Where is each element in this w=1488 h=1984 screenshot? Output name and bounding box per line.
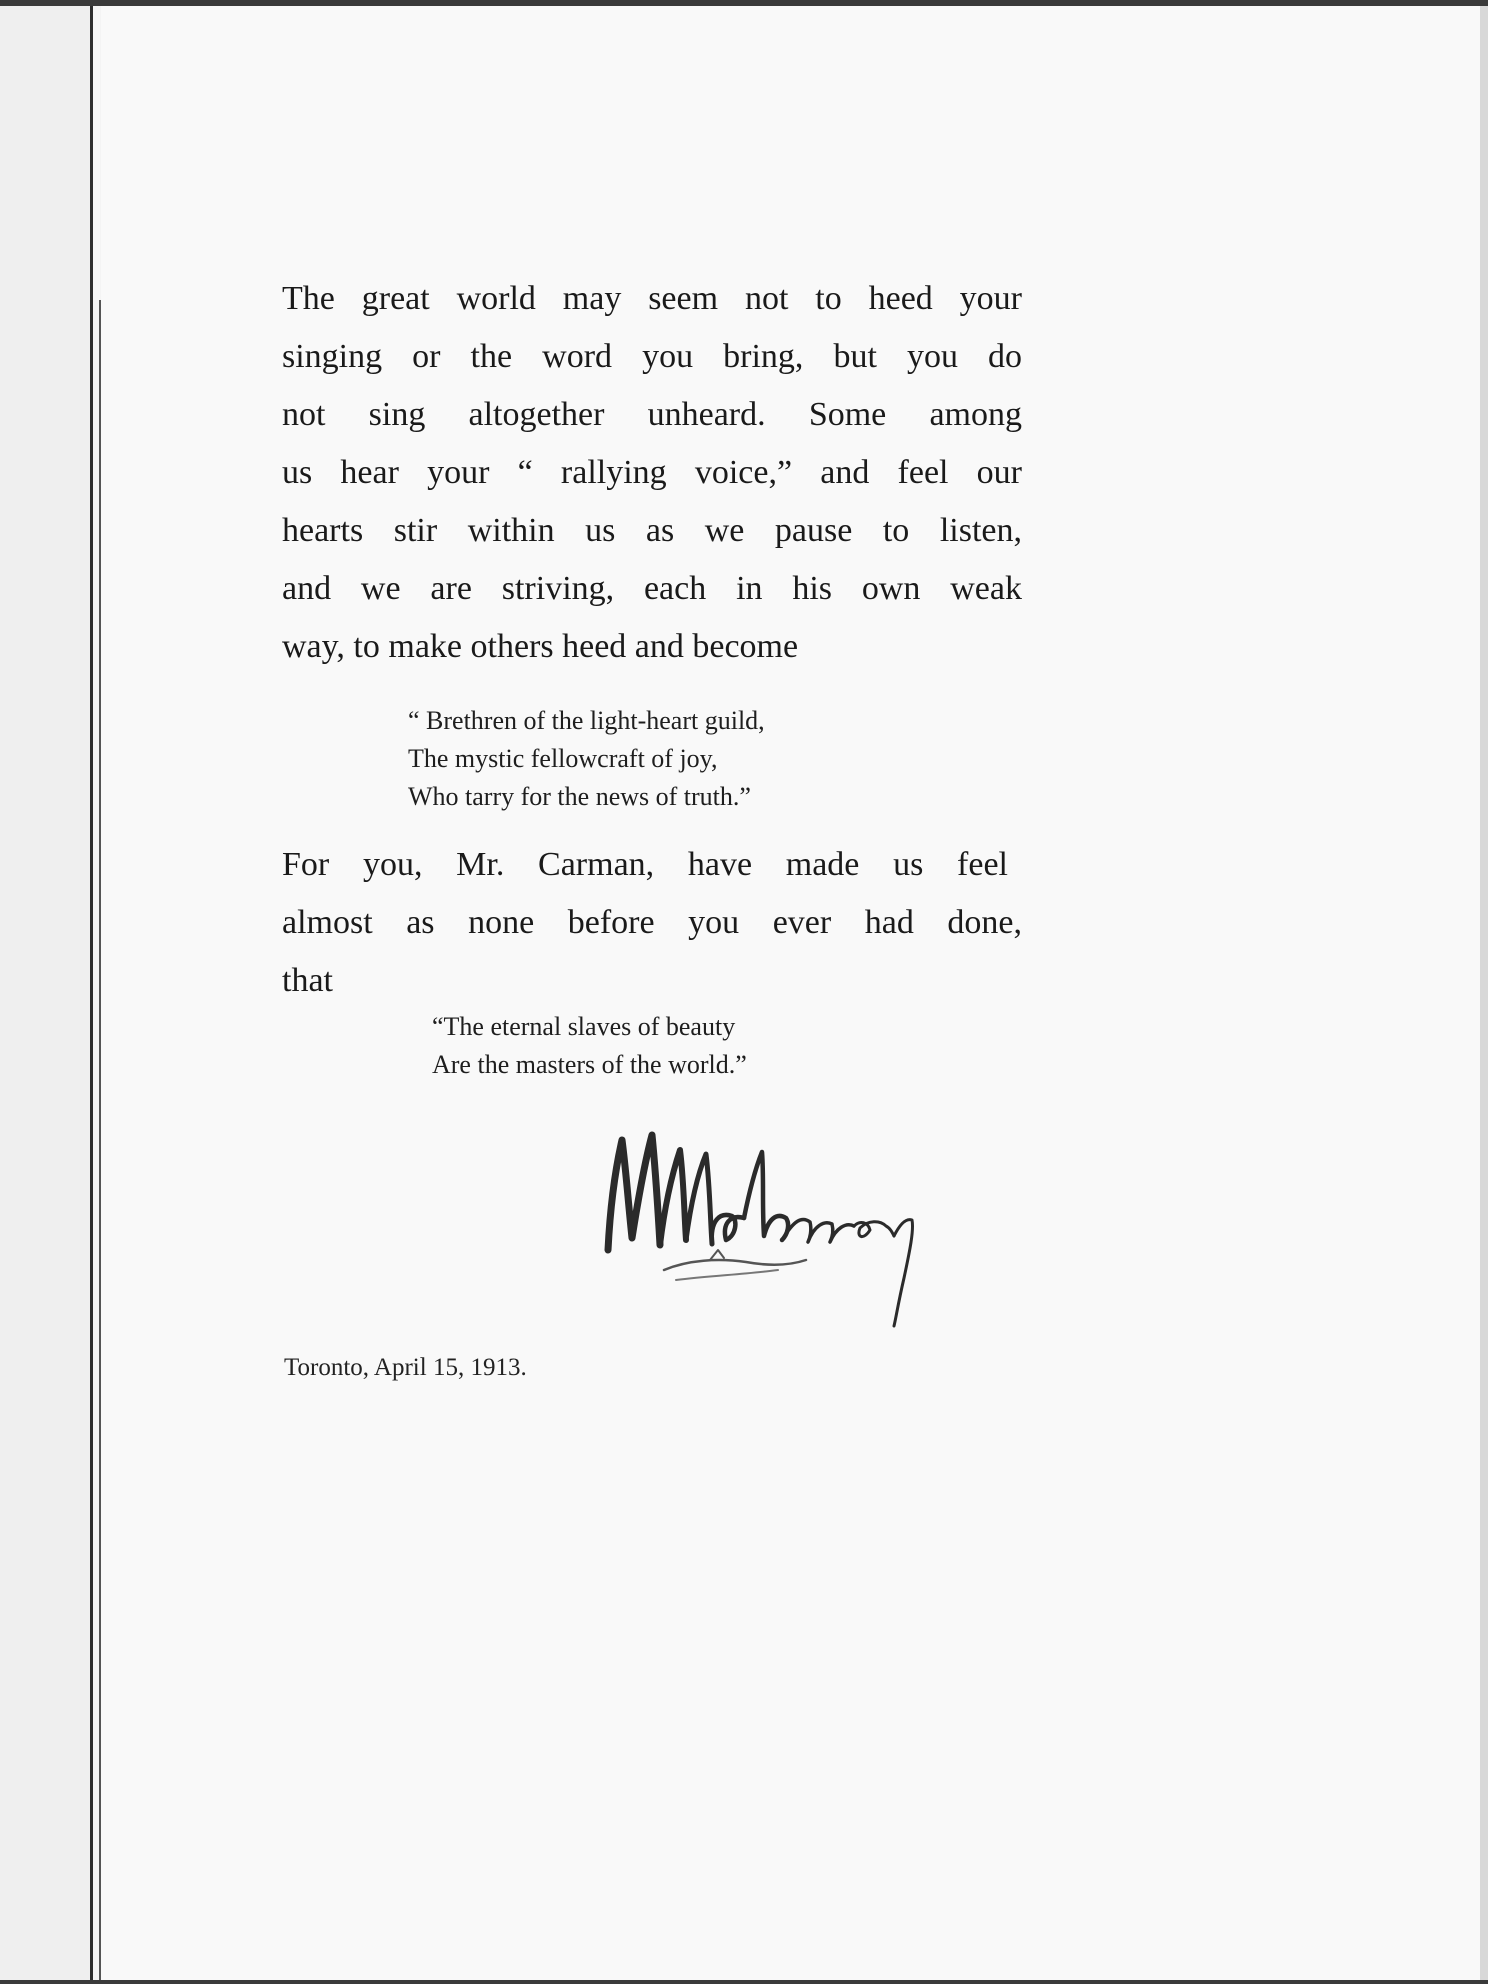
book-spine-line (90, 6, 93, 1984)
handwritten-signature (598, 1120, 928, 1330)
date-line: Toronto, April 15, 1913. (284, 1354, 527, 1381)
paragraph-line: hearts stir within us as we pause to listen, (282, 512, 1022, 549)
paragraph-line: that (282, 962, 333, 999)
paragraph-line: The great world may seem not to heed your (282, 280, 1022, 317)
verse-line: The mystic fellowcraft of joy, (408, 744, 718, 773)
paragraph-line: us hear your “ rallying voice,” and feel our (282, 454, 1022, 491)
facing-page-edge (0, 6, 90, 1984)
verse-quote-1 (408, 702, 765, 816)
paragraph-line: way, to make others heed and become (282, 628, 799, 665)
verse-line: “ Brethren of the light-heart guild, (408, 706, 765, 735)
paragraph-line: almost as none before you ever had done, (282, 904, 1022, 941)
verse-quote-2 (432, 1008, 747, 1084)
right-scan-edge (1480, 6, 1488, 1984)
paragraph-1 (282, 270, 1022, 676)
paragraph-2 (282, 836, 1022, 1010)
paragraph-line: and we are striving, each in his own weak (282, 570, 1022, 607)
paragraph-line: singing or the word you bring, but you do (282, 338, 1022, 375)
verse-line: Are the masters of the world.” (432, 1050, 747, 1079)
verse-line: “The eternal slaves of beauty (432, 1012, 736, 1041)
verse-line: Who tarry for the news of truth.” (408, 782, 751, 811)
paragraph-line: not sing altogether unheard. Some among (282, 396, 1022, 433)
page-gutter-line (99, 300, 101, 1984)
bottom-scan-edge (0, 1980, 1488, 1984)
paragraph-line: For you, Mr. Carman, have made us feel (282, 846, 1008, 883)
